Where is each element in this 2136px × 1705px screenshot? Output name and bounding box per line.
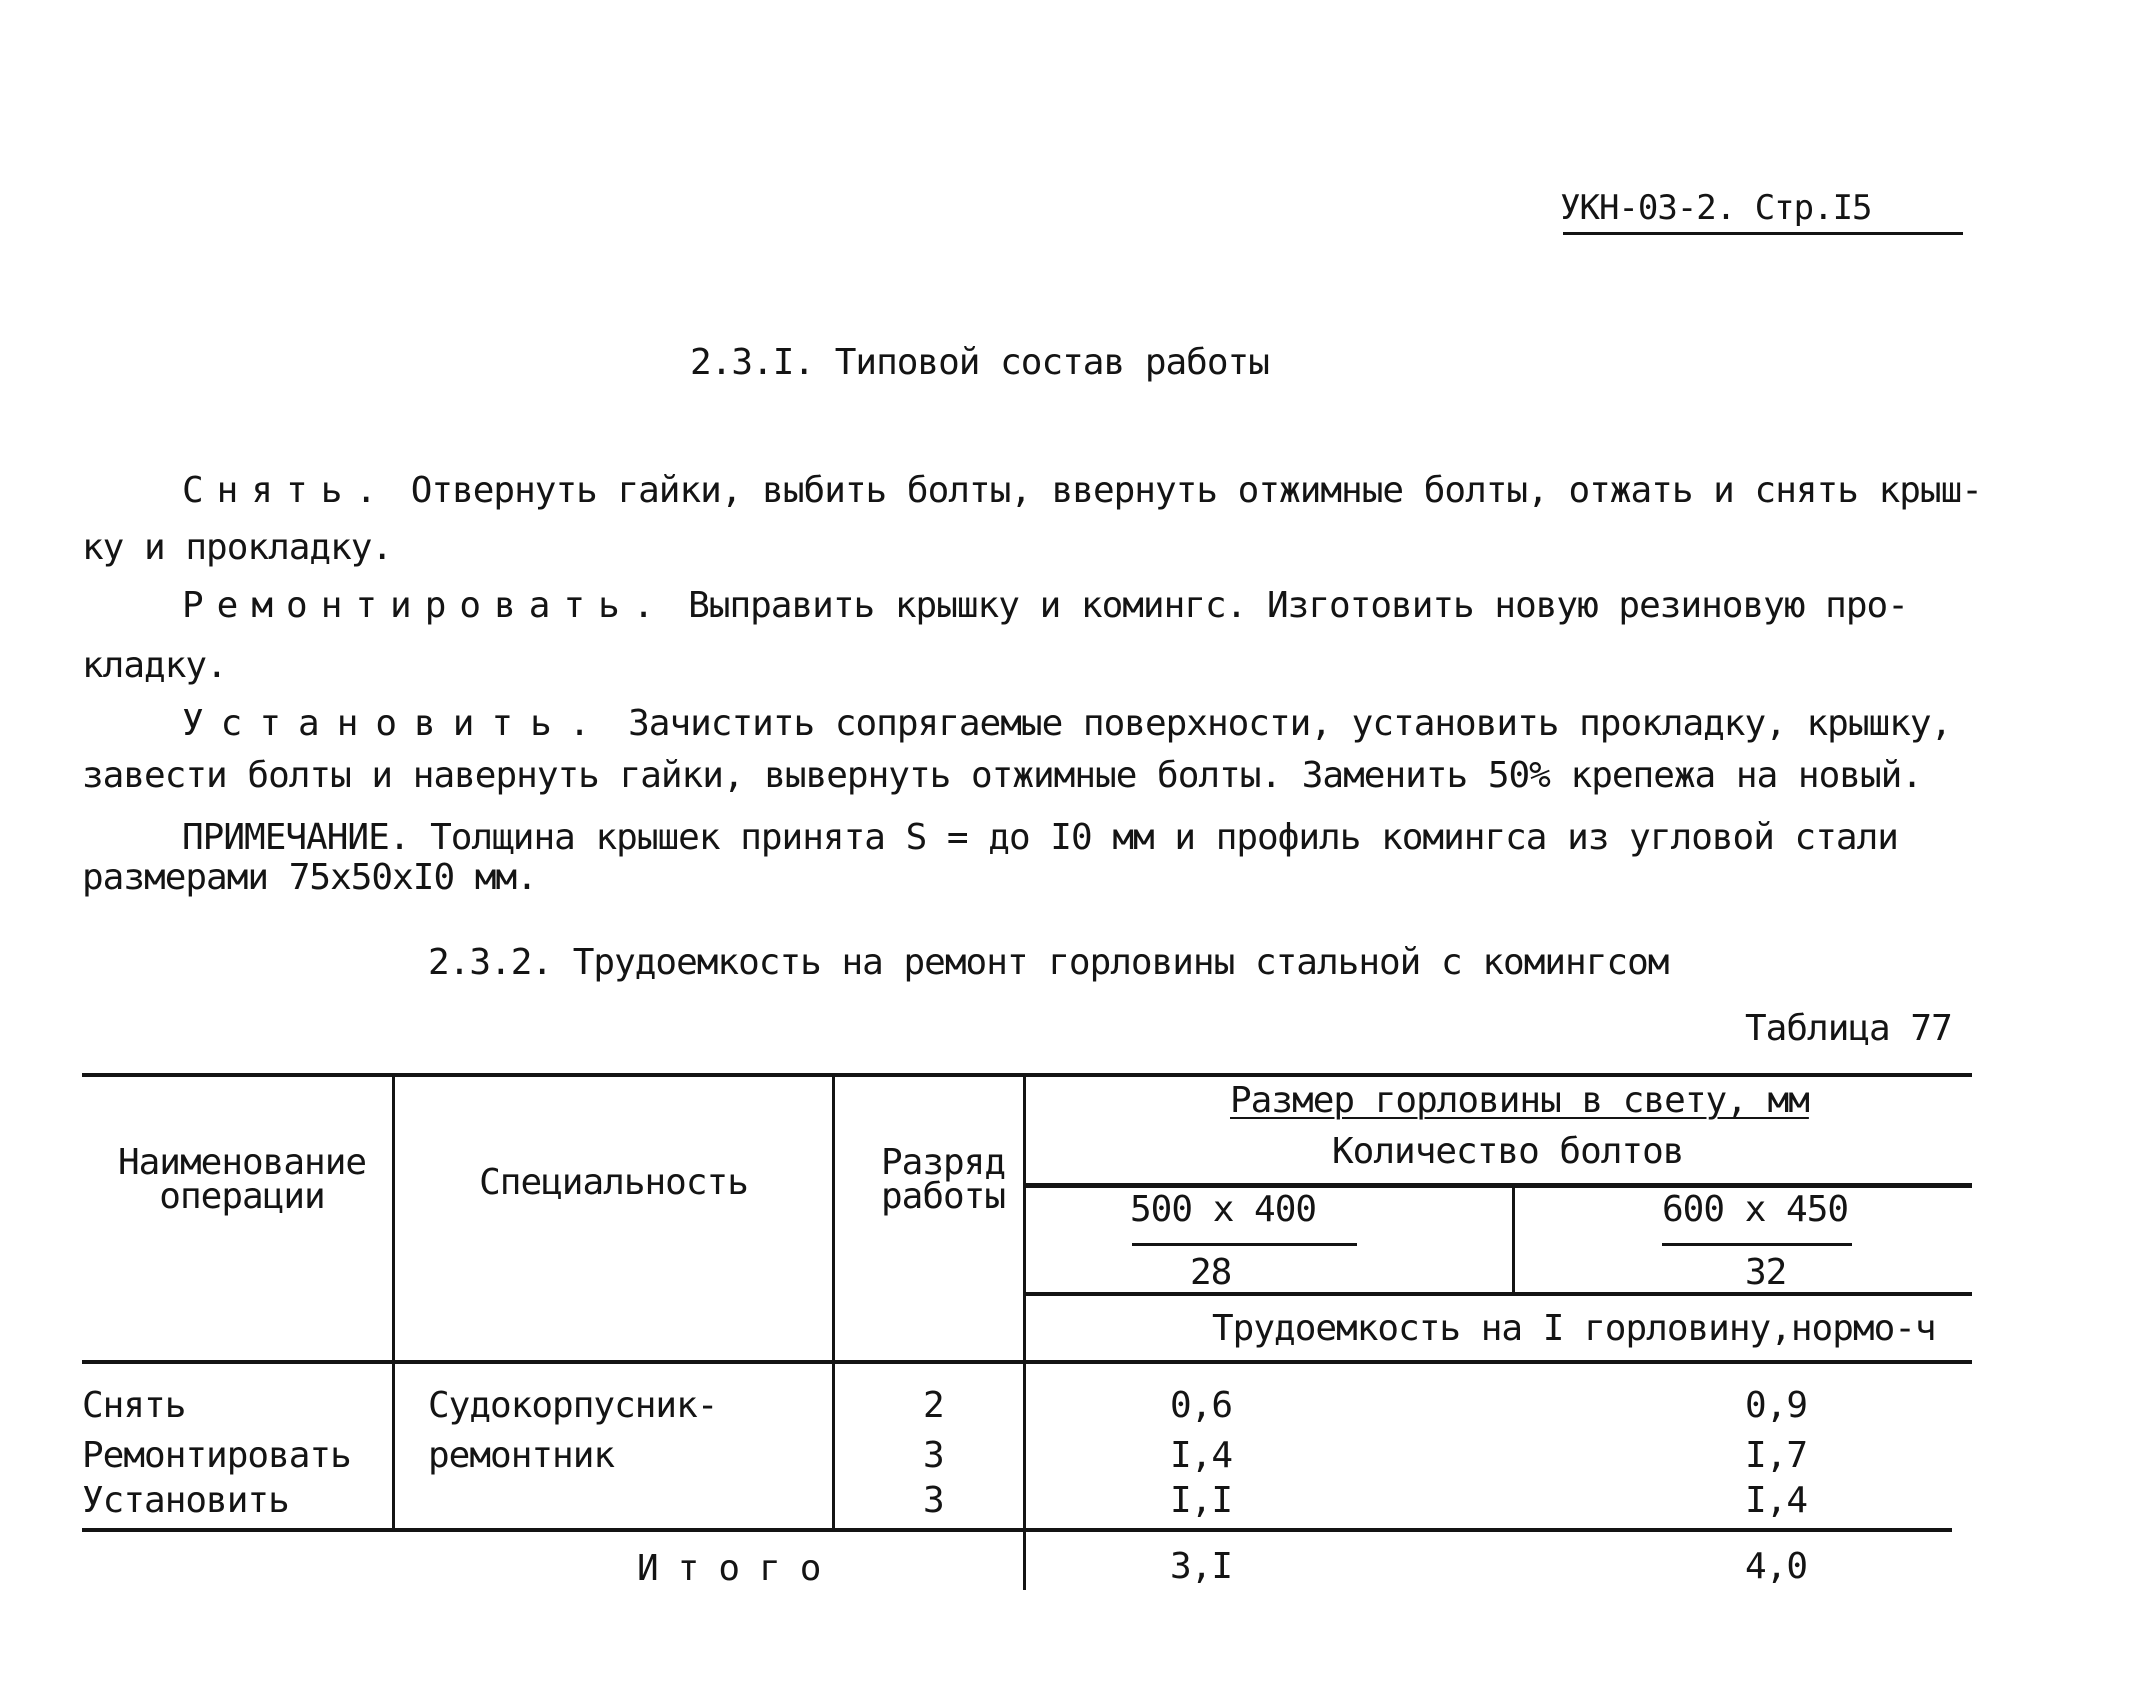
row-1-value-a: 0,6 (1170, 1385, 1233, 1426)
row-1-operation: Снять (82, 1385, 186, 1426)
page-reference-rule (1563, 232, 1963, 235)
row-1-grade: 2 (923, 1385, 944, 1426)
size-header-rule (1023, 1183, 1972, 1188)
col-rule-2 (832, 1073, 835, 1530)
row-2-operation: Ремонтировать (82, 1435, 351, 1476)
row-1-value-b: 0,9 (1745, 1385, 1808, 1426)
paragraph-remove-line1: Снять. Отвернуть гайки, выбить болты, ввернуть отжимные болты, отжать и снять крыш- (182, 470, 1982, 511)
header-labor-title: Трудоемкость на I горловину,нормо-ч (1212, 1308, 1936, 1349)
header-bottom-rule (82, 1360, 1972, 1364)
row-2-value-a: I,4 (1170, 1435, 1233, 1476)
col-rule-1 (392, 1073, 395, 1530)
row-1-specialty: Судокорпусник- (428, 1385, 718, 1426)
keyword-repair: Ремонтировать. (182, 585, 668, 626)
note-line2: размерами 75х50хI0 мм. (82, 857, 537, 898)
section-title-labor: 2.3.2. Трудоемкость на ремонт горловины стальной с комингсом (428, 942, 1669, 983)
fraction-rule-b (1662, 1243, 1852, 1246)
row-2-value-b: I,7 (1745, 1435, 1808, 1476)
paragraph-install-line1: Установить. Зачистить сопрягаемые поверхности, установить прокладку, крышку, (182, 703, 1952, 744)
header-operation: Наименование операции (117, 1142, 367, 1217)
row-2-specialty: ремонтник (428, 1435, 615, 1476)
header-grade: Разряд работы (880, 1142, 1006, 1217)
bolts-header-rule (1023, 1292, 1972, 1296)
header-bolts-b: 32 (1745, 1252, 1787, 1293)
paragraph-install-line2: завести болты и навернуть гайки, вывернуть отжимные болты. Заменить 50% крепежа на новый. (82, 755, 1922, 796)
header-specialty: Специальность (479, 1162, 748, 1203)
fraction-rule-a (1132, 1243, 1357, 1246)
total-value-a: 3,I (1170, 1546, 1233, 1587)
paragraph-repair-line1: Ремонтировать. Выправить крышку и комингс. Изготовить новую резиновую про- (182, 585, 1908, 626)
keyword-remove: Снять. (182, 470, 391, 511)
table-label: Таблица 77 (1745, 1008, 1952, 1049)
col-rule-4 (1512, 1185, 1515, 1292)
row-3-grade: 3 (923, 1480, 944, 1521)
header-size-b: 600 х 450 (1662, 1189, 1849, 1230)
paragraph-remove-line2: ку и прокладку. (82, 527, 393, 568)
total-label: Итого (637, 1548, 841, 1589)
header-size-a: 500 х 400 (1130, 1189, 1317, 1230)
body-bottom-rule (82, 1528, 1952, 1532)
header-size-title: Размер горловины в свету, мм (1230, 1080, 1809, 1121)
header-bolts-a: 28 (1190, 1252, 1232, 1293)
total-value-b: 4,0 (1745, 1546, 1808, 1587)
keyword-install: Установить. (182, 703, 608, 744)
row-3-operation: Установить (82, 1480, 289, 1521)
header-bolts-title: Количество болтов (1332, 1131, 1684, 1172)
paragraph-repair-line2: кладку. (82, 645, 227, 686)
row-2-grade: 3 (923, 1435, 944, 1476)
row-3-value-b: I,4 (1745, 1480, 1808, 1521)
row-3-value-a: I,I (1170, 1480, 1233, 1521)
note-line1: ПРИМЕЧАНИЕ. Толщина крышек принята S = до I0 мм и профиль комингса из угловой стали (182, 817, 1898, 858)
section-title-work-composition: 2.3.I. Типовой состав работы (690, 342, 1269, 383)
page-reference: УКН-03-2. Стр.I5 (1560, 188, 1872, 228)
table-top-rule (82, 1073, 1972, 1077)
